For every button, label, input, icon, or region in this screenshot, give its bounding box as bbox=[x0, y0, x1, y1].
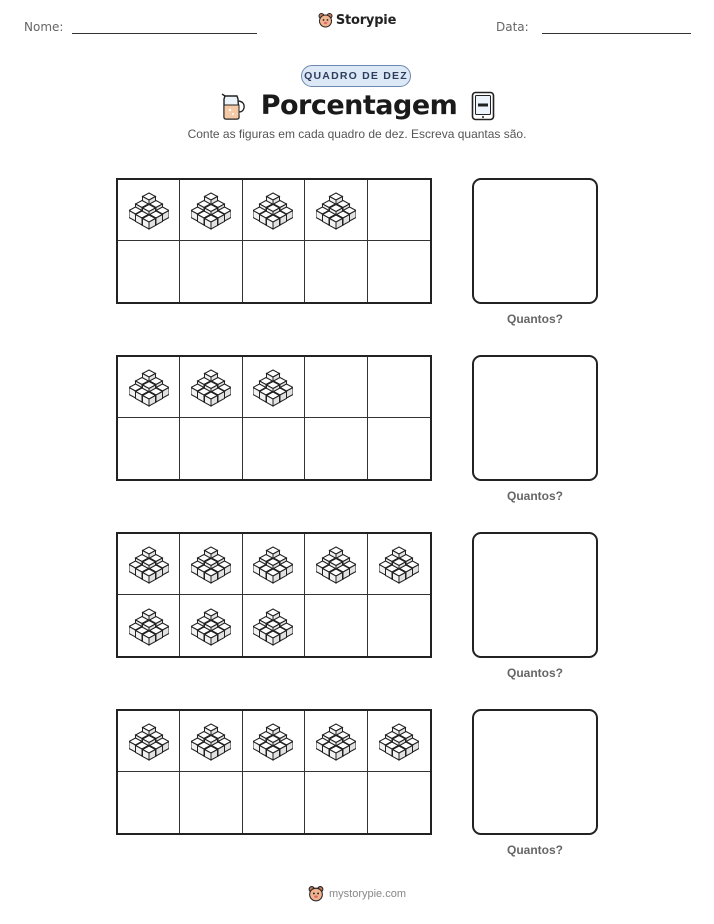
footer-url: mystorypie.com bbox=[328, 888, 407, 900]
instructions: Conte as figuras em cada quadro de dez. Escreva quantas são. bbox=[187, 127, 527, 141]
cube-stack-icon bbox=[191, 721, 231, 761]
answer-label-2: Quantos? bbox=[507, 489, 563, 503]
brand bbox=[0, 12, 714, 34]
cube-stack-icon bbox=[191, 606, 231, 646]
ten-frame-cell bbox=[180, 772, 242, 833]
date-line[interactable] bbox=[542, 33, 691, 34]
cube-stack-icon bbox=[253, 367, 293, 407]
ten-frame-cell bbox=[368, 711, 430, 772]
ten-frame-4 bbox=[116, 709, 432, 835]
ten-frame-cell bbox=[305, 180, 367, 241]
ten-frame-cell bbox=[243, 711, 305, 772]
ten-frame-cell bbox=[118, 241, 180, 302]
ten-frame-cell bbox=[118, 357, 180, 418]
worksheet-type-badge: QUADRO DE DEZ bbox=[301, 65, 411, 87]
ten-frame-cell bbox=[180, 534, 242, 595]
ten-frame-cell bbox=[180, 180, 242, 241]
cube-stack-icon bbox=[316, 721, 356, 761]
ten-frame-cell bbox=[305, 534, 367, 595]
cube-stack-icon bbox=[191, 544, 231, 584]
ten-frame-1 bbox=[116, 178, 432, 304]
ten-frame-cell bbox=[305, 418, 367, 479]
ten-frame-2 bbox=[116, 355, 432, 481]
ten-frame-cell bbox=[180, 357, 242, 418]
cube-stack-icon bbox=[129, 544, 169, 584]
ten-frame-cell bbox=[368, 418, 430, 479]
ten-frame-cell bbox=[118, 595, 180, 656]
cube-stack-icon bbox=[129, 367, 169, 407]
ten-frame-cell bbox=[243, 534, 305, 595]
cube-stack-icon bbox=[253, 544, 293, 584]
cube-stack-icon bbox=[129, 721, 169, 761]
ten-frame-cell bbox=[368, 241, 430, 302]
answer-label-1: Quantos? bbox=[507, 312, 563, 326]
cube-stack-icon bbox=[379, 721, 419, 761]
storypie-logo-icon bbox=[318, 12, 333, 29]
ten-frame-cell bbox=[243, 418, 305, 479]
tablet-minus-icon bbox=[471, 91, 495, 121]
cube-stack-icon bbox=[316, 544, 356, 584]
ten-frame-cell bbox=[118, 534, 180, 595]
storypie-logo-icon bbox=[308, 885, 324, 903]
cube-stack-icon bbox=[379, 544, 419, 584]
ten-frame-cell bbox=[243, 241, 305, 302]
ten-frame-cell bbox=[118, 180, 180, 241]
brand-name: Storypie bbox=[335, 13, 397, 28]
answer-label-4: Quantos? bbox=[507, 843, 563, 857]
ten-frame-cell bbox=[118, 711, 180, 772]
ten-frame-cell bbox=[305, 241, 367, 302]
cube-stack-icon bbox=[253, 606, 293, 646]
ten-frame-cell bbox=[305, 711, 367, 772]
answer-box-1[interactable] bbox=[472, 178, 598, 304]
ten-frame-cell bbox=[243, 357, 305, 418]
cube-stack-icon bbox=[253, 190, 293, 230]
date-label: Data: bbox=[496, 20, 529, 34]
ten-frame-cell bbox=[180, 595, 242, 656]
ten-frame-cell bbox=[118, 418, 180, 479]
ten-frame-cell bbox=[243, 772, 305, 833]
cube-stack-icon bbox=[129, 606, 169, 646]
footer bbox=[0, 885, 714, 903]
ten-frame-cell bbox=[368, 357, 430, 418]
ten-frame-cell bbox=[243, 595, 305, 656]
answer-box-4[interactable] bbox=[472, 709, 598, 835]
cube-stack-icon bbox=[129, 190, 169, 230]
ten-frame-cell bbox=[118, 772, 180, 833]
title-row bbox=[0, 90, 714, 121]
ten-frame-cell bbox=[180, 711, 242, 772]
answer-box-3[interactable] bbox=[472, 532, 598, 658]
answer-label-3: Quantos? bbox=[507, 666, 563, 680]
ten-frame-cell bbox=[180, 418, 242, 479]
ten-frame-cell bbox=[368, 180, 430, 241]
answer-box-2[interactable] bbox=[472, 355, 598, 481]
ten-frame-cell bbox=[243, 180, 305, 241]
ten-frame-cell bbox=[368, 772, 430, 833]
cube-stack-icon bbox=[191, 190, 231, 230]
cube-stack-icon bbox=[191, 367, 231, 407]
ten-frame-cell bbox=[305, 772, 367, 833]
ten-frame-cell bbox=[180, 241, 242, 302]
ten-frame-cell bbox=[368, 595, 430, 656]
name-label: Nome: bbox=[24, 20, 64, 34]
pitcher-icon bbox=[219, 91, 247, 121]
ten-frame-cell bbox=[305, 357, 367, 418]
cube-stack-icon bbox=[253, 721, 293, 761]
cube-stack-icon bbox=[316, 190, 356, 230]
ten-frame-cell bbox=[305, 595, 367, 656]
page-title: Porcentagem bbox=[260, 90, 458, 121]
ten-frame-cell bbox=[368, 534, 430, 595]
ten-frame-3 bbox=[116, 532, 432, 658]
